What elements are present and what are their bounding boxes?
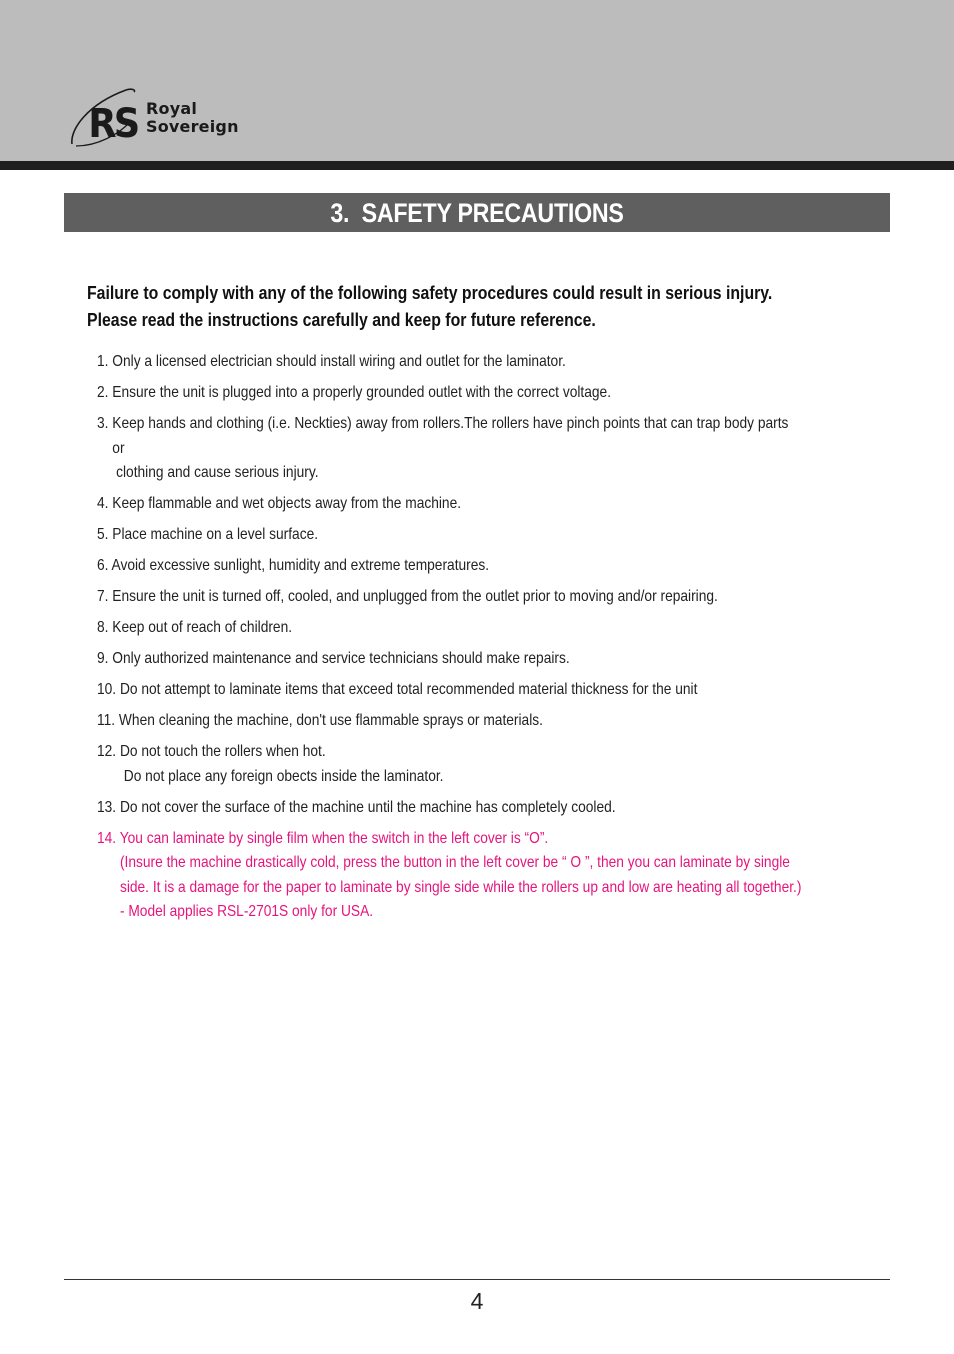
intro-line: Failure to comply with any of the following safety procedures could result in serious injury. [87,283,773,303]
list-item-line: clothing and cause serious injury. [97,464,319,481]
header-rule [0,161,954,170]
list-item [97,492,897,517]
list-item-line: 8. Keep out of reach of children. [97,619,293,636]
section-title: 3. SAFETY PRECAUTIONS [330,198,624,228]
list-item-line: side. It is a damage for the paper to laminate by single side while the rollers up and low are heating all together.) [97,878,802,896]
intro-line: Please read the instructions carefully and keep for future reference. [87,310,596,330]
list-item [97,709,897,734]
list-item [97,678,897,703]
page-number: 4 [470,1288,484,1314]
list-item [97,796,897,821]
list-item [97,554,897,579]
list-item-line: 3. Keep hands and clothing (i.e. Neckties) away from rollers.The rollers have pinch points that can trap body parts [97,415,789,432]
intro-warning [87,280,907,334]
logo-word-royal: Royal [146,99,198,118]
logo-wordmark [146,100,239,136]
list-item [97,647,897,672]
logo-word-sovereign: Sovereign [146,117,239,136]
list-item-line: (Insure the machine drastically cold, press the button in the left cover be “ O ”, then you can laminate by single [97,854,790,871]
list-item-line: 9. Only authorized maintenance and service technicians should make repairs. [97,650,570,667]
list-item [97,350,897,375]
list-item [97,412,897,486]
list-item [97,523,897,548]
list-item [97,740,897,789]
list-item-line: 6. Avoid excessive sunlight, humidity and extreme temperatures. [97,557,490,574]
list-item [97,616,897,641]
logo-initials: RS [88,100,138,148]
list-item-line: 5. Place machine on a level surface. [97,526,319,543]
list-item-line: Do not place any foreign obects inside the laminator. [97,767,444,785]
list-item-line: 1. Only a licensed electrician should install wiring and outlet for the laminator. [97,353,566,370]
list-item [97,585,897,610]
list-item-line: 14. You can laminate by single film when the switch in the left cover is “O”. [97,829,549,847]
precautions-list [97,350,897,931]
royal-sovereign-logo [68,74,258,150]
section-title-bar [64,193,890,232]
footer-rule [64,1279,890,1280]
list-item-line: - Model applies RSL-2701S only for USA. [97,903,374,920]
list-item-line: 11. When cleaning the machine, don't use flammable sprays or materials. [97,712,543,729]
list-item-line: 13. Do not cover the surface of the machine until the machine has completely cooled. [97,798,616,816]
list-item-line: 10. Do not attempt to laminate items that exceed total recommended material thickness for the unit [97,681,698,698]
list-item [97,381,897,406]
list-item-line: 2. Ensure the unit is plugged into a properly grounded outlet with the correct voltage. [97,384,612,401]
list-item-line: or [97,439,125,457]
list-item-line: 7. Ensure the unit is turned off, cooled, and unplugged from the outlet prior to moving and/or repairing. [97,588,718,605]
list-item-line: 4. Keep flammable and wet objects away from the machine. [97,495,462,512]
list-item [97,827,897,925]
list-item-line: 12. Do not touch the rollers when hot. [97,743,326,760]
